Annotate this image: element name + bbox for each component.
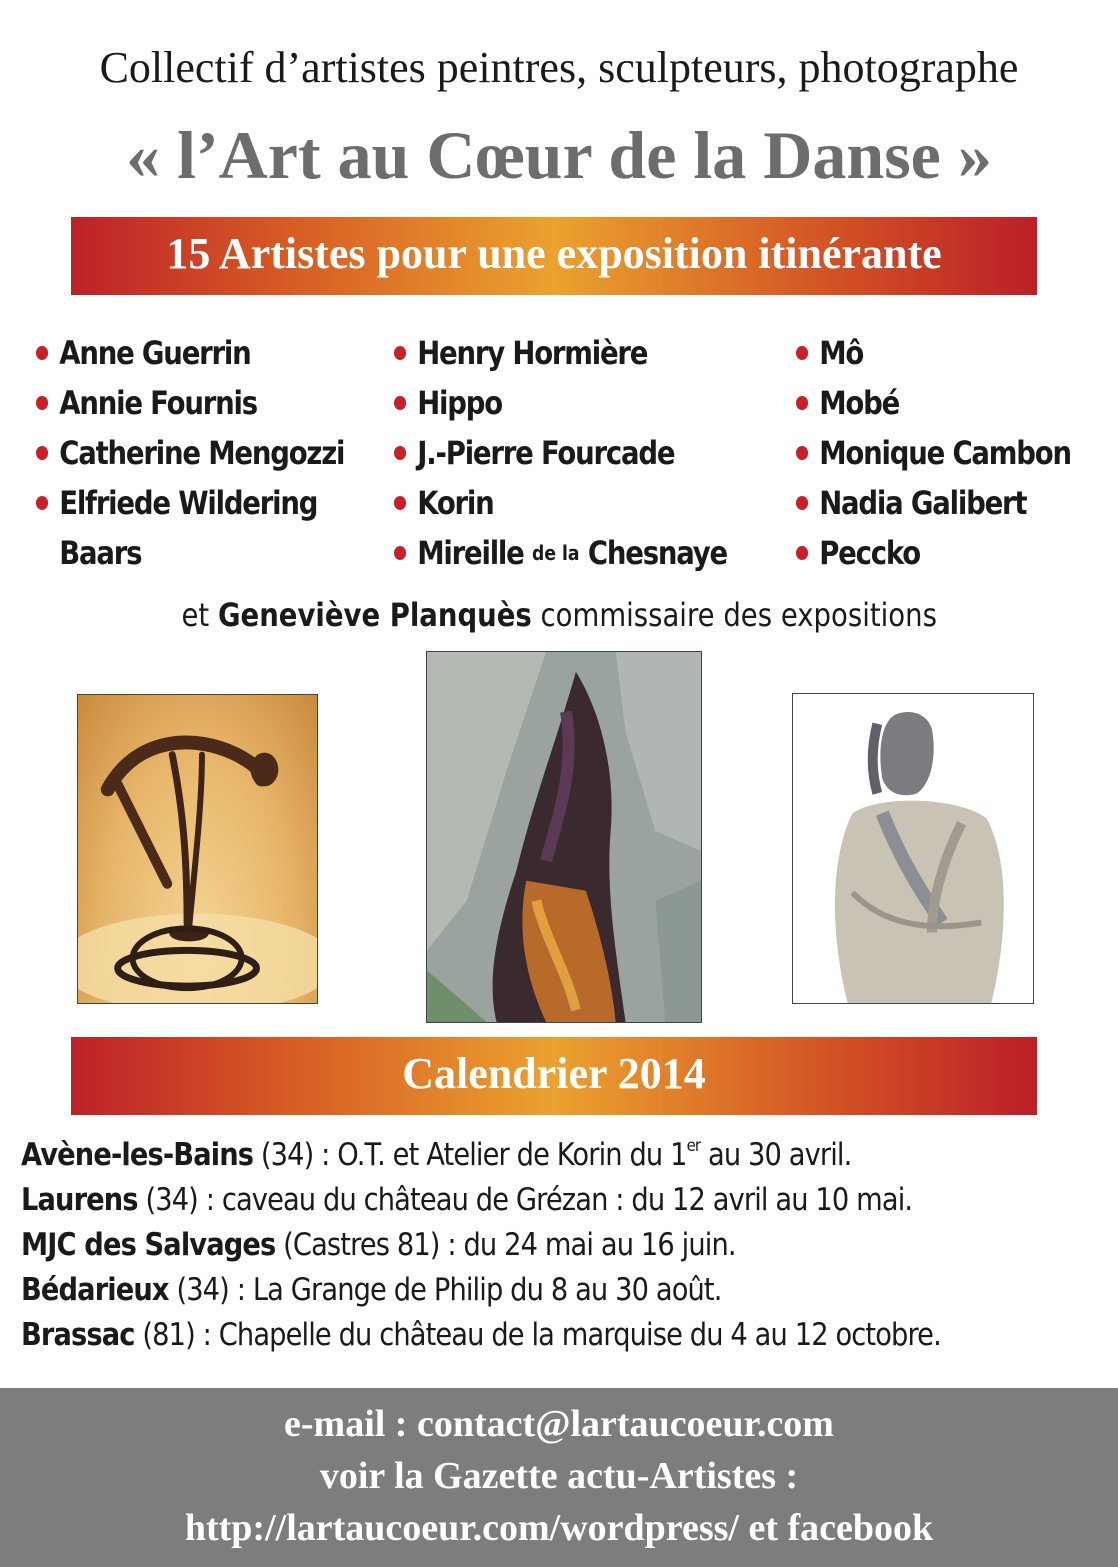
- artist-item: Nadia Galibert: [796, 478, 1071, 528]
- calendar-place: MJC des Salvages: [21, 1227, 276, 1263]
- clay-figure-photo: [792, 693, 1034, 1004]
- footer-email[interactable]: e-mail : contact@lartaucoeur.com: [284, 1403, 834, 1445]
- bullet-icon: [394, 396, 406, 410]
- calendar-banner: Calendrier 2014: [71, 1037, 1037, 1115]
- artist-list-column-3: [796, 328, 1116, 578]
- page-title: « l’Art au Cœur de la Danse »: [126, 117, 992, 193]
- bullet-icon: [394, 496, 406, 510]
- bullet-icon: [796, 346, 808, 360]
- artist-item: Monique Cambon: [796, 428, 1071, 478]
- calendar-entry: Laurens (34) : caveau du château de Grézan : du 12 avril au 10 mai.: [21, 1182, 913, 1218]
- rock-texture-photo: [426, 651, 702, 1023]
- bullet-icon: [796, 396, 808, 410]
- artist-list-column-2: [394, 328, 781, 578]
- artist-item: Korin: [394, 478, 727, 528]
- bullet-icon: [394, 446, 406, 460]
- calendar-entry: Brassac (81) : Chapelle du château de la marquise du 4 au 12 octobre.: [21, 1317, 941, 1353]
- bullet-icon: [796, 446, 808, 460]
- calendar-entry: Avène-les-Bains (34) : O.T. et Atelier de Korin du 1er au 30 avril.: [21, 1136, 852, 1173]
- artist-item: Anne Guerrin: [36, 328, 344, 378]
- footer-gazette-text: voir la Gazette actu-Artistes :: [319, 1455, 799, 1497]
- artist-item: Elfriede Wildering Baars: [36, 478, 344, 578]
- collective-subtitle: Collectif d’artistes peintres, sculpteurs, photographe: [99, 43, 1019, 92]
- calendar-entry: MJC des Salvages (Castres 81) : du 24 mai au 16 juin.: [21, 1227, 736, 1263]
- commissaire-line: et Geneviève Planquès commissaire des expositions: [181, 596, 937, 634]
- artist-item: Hippo: [394, 378, 727, 428]
- artist-item: Annie Fournis: [36, 378, 344, 428]
- bullet-icon: [796, 546, 808, 560]
- artist-item: Mireille de la Chesnaye: [394, 528, 727, 578]
- artist-item: Catherine Mengozzi: [36, 428, 344, 478]
- calendar-place: Avène-les-Bains: [21, 1137, 254, 1173]
- bullet-icon: [394, 546, 406, 560]
- artist-item: Peccko: [796, 528, 1071, 578]
- bullet-icon: [36, 396, 48, 410]
- bullet-icon: [796, 496, 808, 510]
- artist-item: J.-Pierre Fourcade: [394, 428, 727, 478]
- calendar-entry: Bédarieux (34) : La Grange de Philip du 8 au 30 août.: [21, 1272, 722, 1308]
- artists-banner: 15 Artistes pour une exposition itinérante: [71, 217, 1037, 295]
- bullet-icon: [394, 346, 406, 360]
- footer-website-link[interactable]: http://lartaucoeur.com/wordpress/ et facebook: [184, 1507, 934, 1549]
- artist-item: Mô: [796, 328, 1071, 378]
- calendar-place: Bédarieux: [21, 1272, 169, 1308]
- artist-item: Mobé: [796, 378, 1071, 428]
- bullet-icon: [36, 346, 48, 360]
- bullet-icon: [36, 446, 48, 460]
- bullet-icon: [36, 496, 48, 510]
- contact-footer: [0, 1388, 1118, 1567]
- artist-list-column-1: [36, 328, 394, 578]
- commissaire-name: Geneviève Planquès: [217, 596, 532, 634]
- artist-item: Henry Hormière: [394, 328, 727, 378]
- calendar-place: Laurens: [21, 1182, 138, 1218]
- sculpture-dancer-photo: [77, 694, 318, 1004]
- calendar-list: [21, 1133, 1066, 1358]
- calendar-place: Brassac: [21, 1317, 135, 1353]
